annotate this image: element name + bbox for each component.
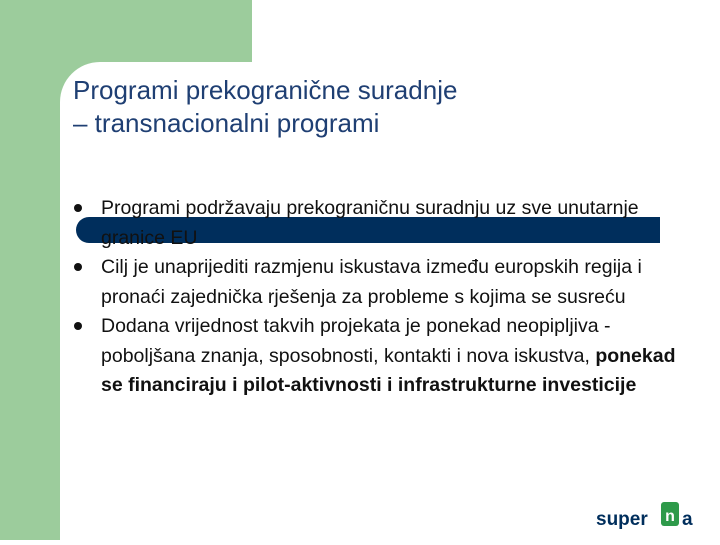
bullet-dot-icon (74, 263, 82, 271)
bullet-item (72, 194, 682, 253)
logo-text-left: super (596, 509, 648, 530)
bullet-item (72, 312, 682, 401)
logo-text-right: a (682, 509, 693, 530)
bullet-dot-icon (74, 322, 82, 330)
bullet-text: Dodana vrijednost takvih projekata je ponekad neopipljiva - poboljšana znanja, sposobnosti, kontakti i nova iskustva, (101, 315, 611, 367)
slide-title-line-2: – transnacionalni programi (73, 108, 380, 138)
slide-title-line-1: Programi prekogranične suradnje (73, 75, 458, 105)
supernova-logo (582, 490, 720, 540)
bullet-list (72, 194, 682, 401)
bullet-dot-icon (74, 204, 82, 212)
logo-graphic (582, 490, 720, 540)
bullet-text-bold: ponekad se financiraju i pilot-aktivnosti i infrastrukturne investicije (101, 344, 676, 396)
slide-title (73, 74, 633, 140)
logo-mark-letter: n (665, 508, 675, 525)
bullet-text: Cilj je unaprijediti razmjenu iskustava između europskih regija i pronaći zajednička rješenja za probleme s kojima se susreću (101, 256, 642, 308)
bullet-text: Programi podržavaju prekograničnu suradnju uz sve unutarnje granice EU (101, 197, 639, 249)
bullet-item (72, 253, 682, 312)
